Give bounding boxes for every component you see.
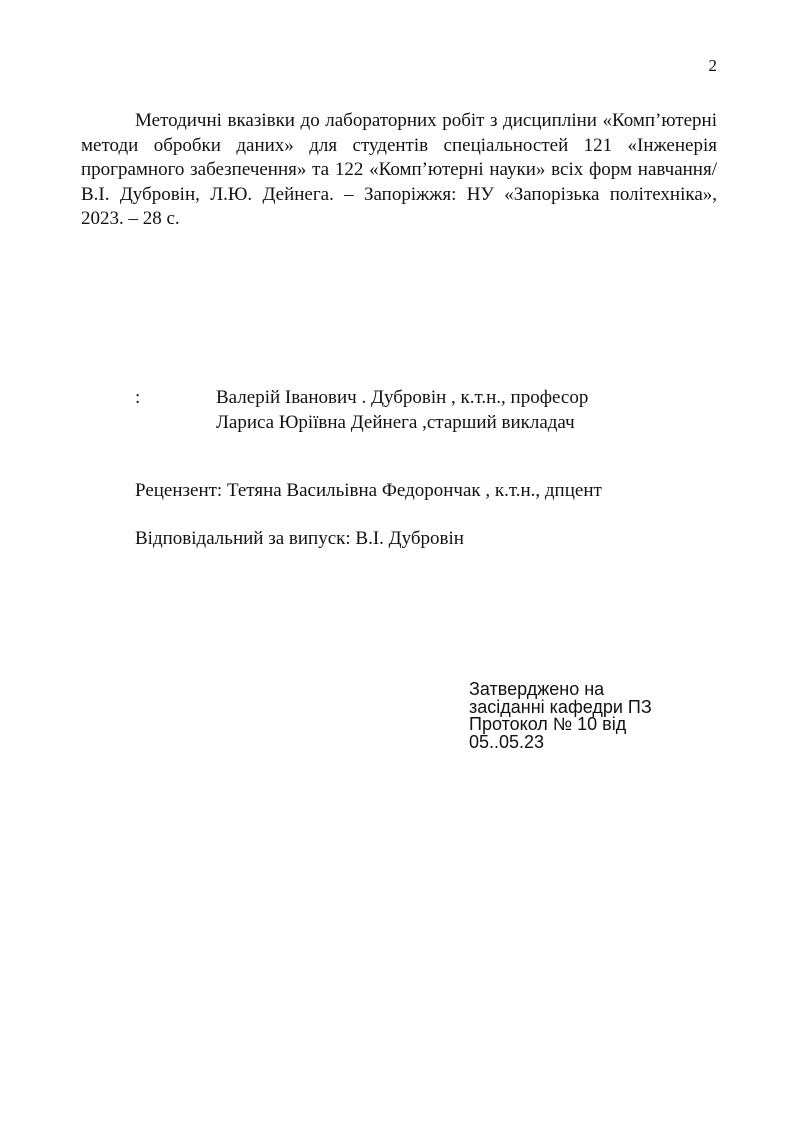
responsible-line: Відповідальний за випуск: В.І. Дубровін [135, 528, 464, 549]
author-line: Валерій Іванович . Дубровін , к.т.н., професор [216, 387, 589, 408]
approval-block [469, 681, 652, 751]
author-line: Лариса Юріївна Дейнега ,старший викладач [216, 412, 575, 433]
approval-line: Затверджено на [469, 679, 605, 699]
authors-names [216, 385, 588, 435]
page-number: 2 [708, 56, 717, 75]
approval-line: засіданні кафедри ПЗ [469, 696, 652, 717]
reviewer-line: Рецензент: Тетяна Васильівна Федорончак , к.т.н., дпцент [135, 480, 602, 501]
abstract-paragraph: Методичні вказівки до лабораторних робіт з дисципліни «Комп’ютерні методи обробки даних» для студентів спеціальностей 121 «Інженерія програмного забезпечення» та 122 «Комп’ютерні науки» всіх форм навчання/ В.І. Дубровін, Л.Ю. Дейнега. – Запоріжжя: НУ «Запорізька політехніка», 2023. – 28 с. [81, 110, 717, 229]
authors-label: : [135, 387, 141, 408]
approval-line: 05..05.23 [469, 731, 545, 752]
approval-line: Протокол № 10 від [469, 714, 627, 734]
